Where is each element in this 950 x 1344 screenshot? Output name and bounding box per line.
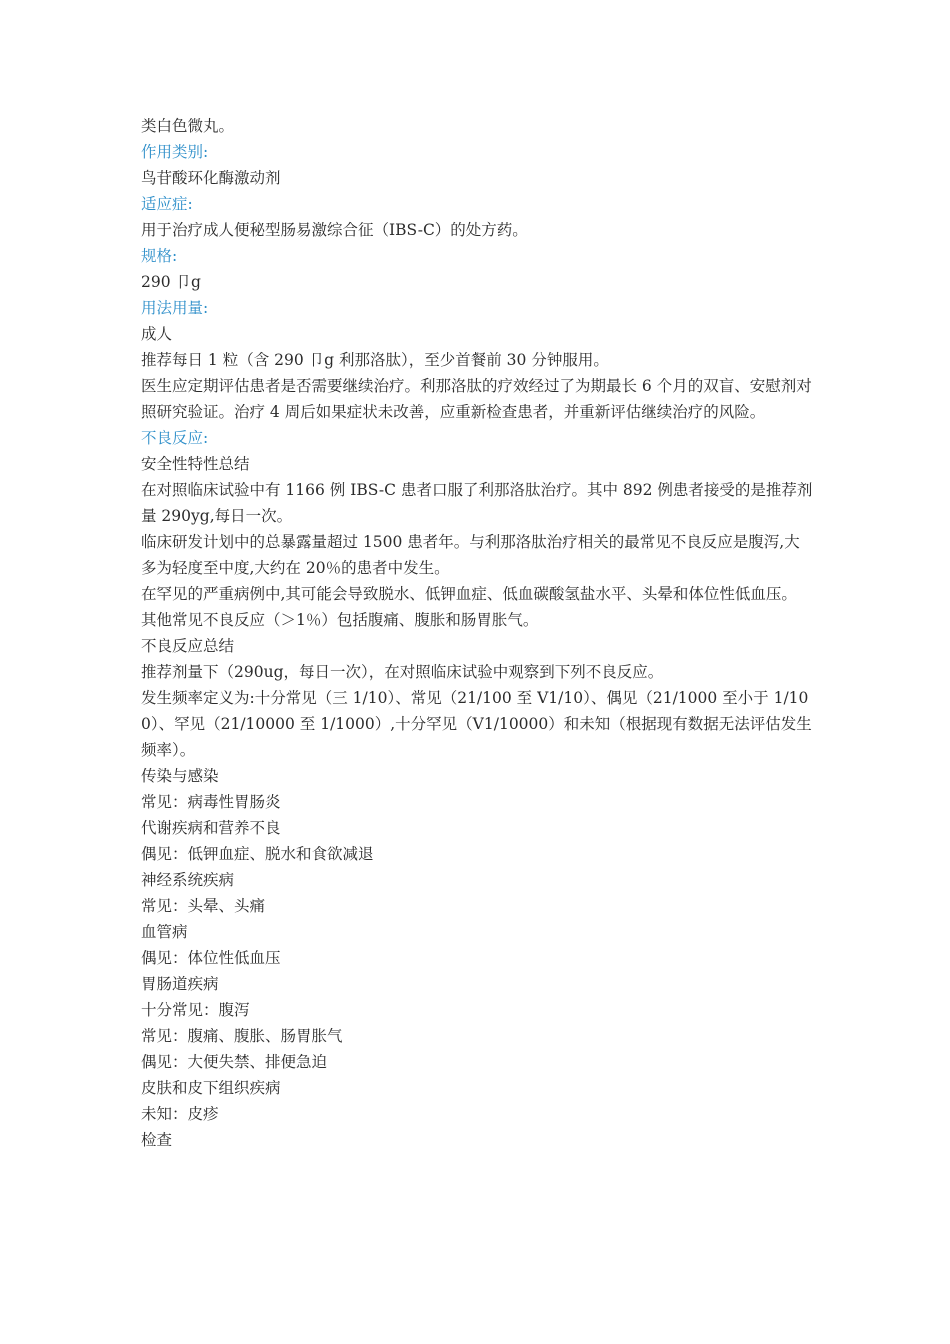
text-paragraph: 在对照临床试验中有 1166 例 IBS-C 患者口服了利那洛肽治疗。其中 892 例患者接受的是推荐剂量 290yg,每日一次。 xyxy=(141,481,813,525)
text-line: 用于治疗成人便秘型肠易激综合征（IBS-C）的处方药。 xyxy=(141,221,528,239)
section-heading: 用法用量: xyxy=(141,299,209,317)
text-line: 类白色微丸。 xyxy=(141,117,235,135)
text-paragraph: 医生应定期评估患者是否需要继续治疗。利那洛肽的疗效经过了为期最长 6 个月的双盲、安慰剂对照研究验证。治疗 4 周后如果症状未改善，应重新检查患者，并重新评估继续治疗的风险。 xyxy=(141,377,812,421)
section-heading: 不良反应: xyxy=(141,429,209,447)
text-line: 十分常见：腹泻 xyxy=(141,1001,250,1019)
document-body xyxy=(141,113,813,1153)
text-line: 成人 xyxy=(141,325,173,343)
text-line: 传染与感染 xyxy=(141,767,219,785)
text-line: 偶见：大便失禁、排便急迫 xyxy=(141,1053,328,1071)
text-line: 检查 xyxy=(141,1131,173,1149)
text-line: 安全性特性总结 xyxy=(141,455,250,473)
text-line: 未知：皮疹 xyxy=(141,1105,219,1123)
text-line: 偶见：体位性低血压 xyxy=(141,949,281,967)
text-paragraph: 在罕见的严重病例中,其可能会导致脱水、低钾血症、低血碳酸氢盐水平、头晕和体位性低血压。 xyxy=(141,585,797,603)
text-line: 胃肠道疾病 xyxy=(141,975,219,993)
text-line: 血管病 xyxy=(141,923,188,941)
text-line: 推荐每日 1 粒（含 290 卩g 利那洛肽），至少首餐前 30 分钟服用。 xyxy=(141,351,609,369)
text-line: 其他常见不良反应（＞1％）包括腹痛、腹胀和肠胃胀气。 xyxy=(141,611,539,629)
section-heading: 规格: xyxy=(141,247,178,265)
text-paragraph: 临床研发计划中的总暴露量超过 1500 患者年。与利那洛肽治疗相关的最常见不良反应是腹泻,大多为轻度至中度,大约在 20％的患者中发生。 xyxy=(141,533,800,577)
text-line: 常见：腹痛、腹胀、肠胃胀气 xyxy=(141,1027,343,1045)
text-line: 不良反应总结 xyxy=(141,637,235,655)
text-line: 偶见：低钾血症、脱水和食欲减退 xyxy=(141,845,374,863)
text-line: 常见：病毒性胃肠炎 xyxy=(141,793,281,811)
text-line: 推荐剂量下（290ug，每日一次），在对照临床试验中观察到下列不良反应。 xyxy=(141,663,664,681)
text-line: 290 卩g xyxy=(141,273,201,291)
text-line: 皮肤和皮下组织疾病 xyxy=(141,1079,281,1097)
text-line: 代谢疾病和营养不良 xyxy=(141,819,281,837)
section-heading: 适应症: xyxy=(141,195,193,213)
text-line: 鸟苷酸环化酶激动剂 xyxy=(141,169,281,187)
section-heading: 作用类别: xyxy=(141,143,209,161)
text-line: 常见：头晕、头痛 xyxy=(141,897,266,915)
text-paragraph: 发生频率定义为:十分常见（三 1/10）、常见（21/100 至 V1/10）、偶见（21/1000 至小于 1/100）、罕见（21/10000 至 1/1000）,十分罕见（V1/10000）和未知（根据现有数据无法评估发生频率）。 xyxy=(141,689,812,759)
text-line: 神经系统疾病 xyxy=(141,871,235,889)
